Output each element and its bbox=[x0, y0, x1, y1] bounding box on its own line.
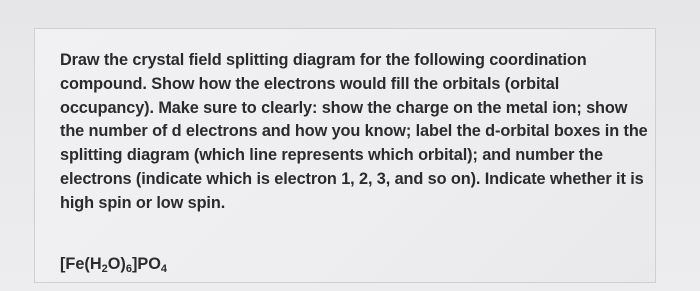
compound-formula bbox=[60, 254, 167, 274]
formula-part-2: O) bbox=[107, 255, 126, 273]
formula-subscript-1: 2 bbox=[101, 263, 108, 275]
formula-subscript-3: 4 bbox=[160, 263, 168, 275]
formula-part-3: ]PO bbox=[131, 255, 161, 273]
question-text: Draw the crystal field splitting diagram for the following coordination compound. Show how the electrons would fill the orbitals (orbital occupancy). Make sure to clearly: show the charge on the metal ion; show the number of d electrons and how you know; label the d-orbital boxes in the splitting diagram (which line represents which orbital); and number the electrons (indicate which is electron 1, 2, 3, and so on). Indicate whether it is high spin or low spin. bbox=[60, 51, 648, 212]
formula-subscript-2: 6 bbox=[125, 263, 132, 275]
formula-part-1: [Fe(H bbox=[60, 255, 102, 273]
